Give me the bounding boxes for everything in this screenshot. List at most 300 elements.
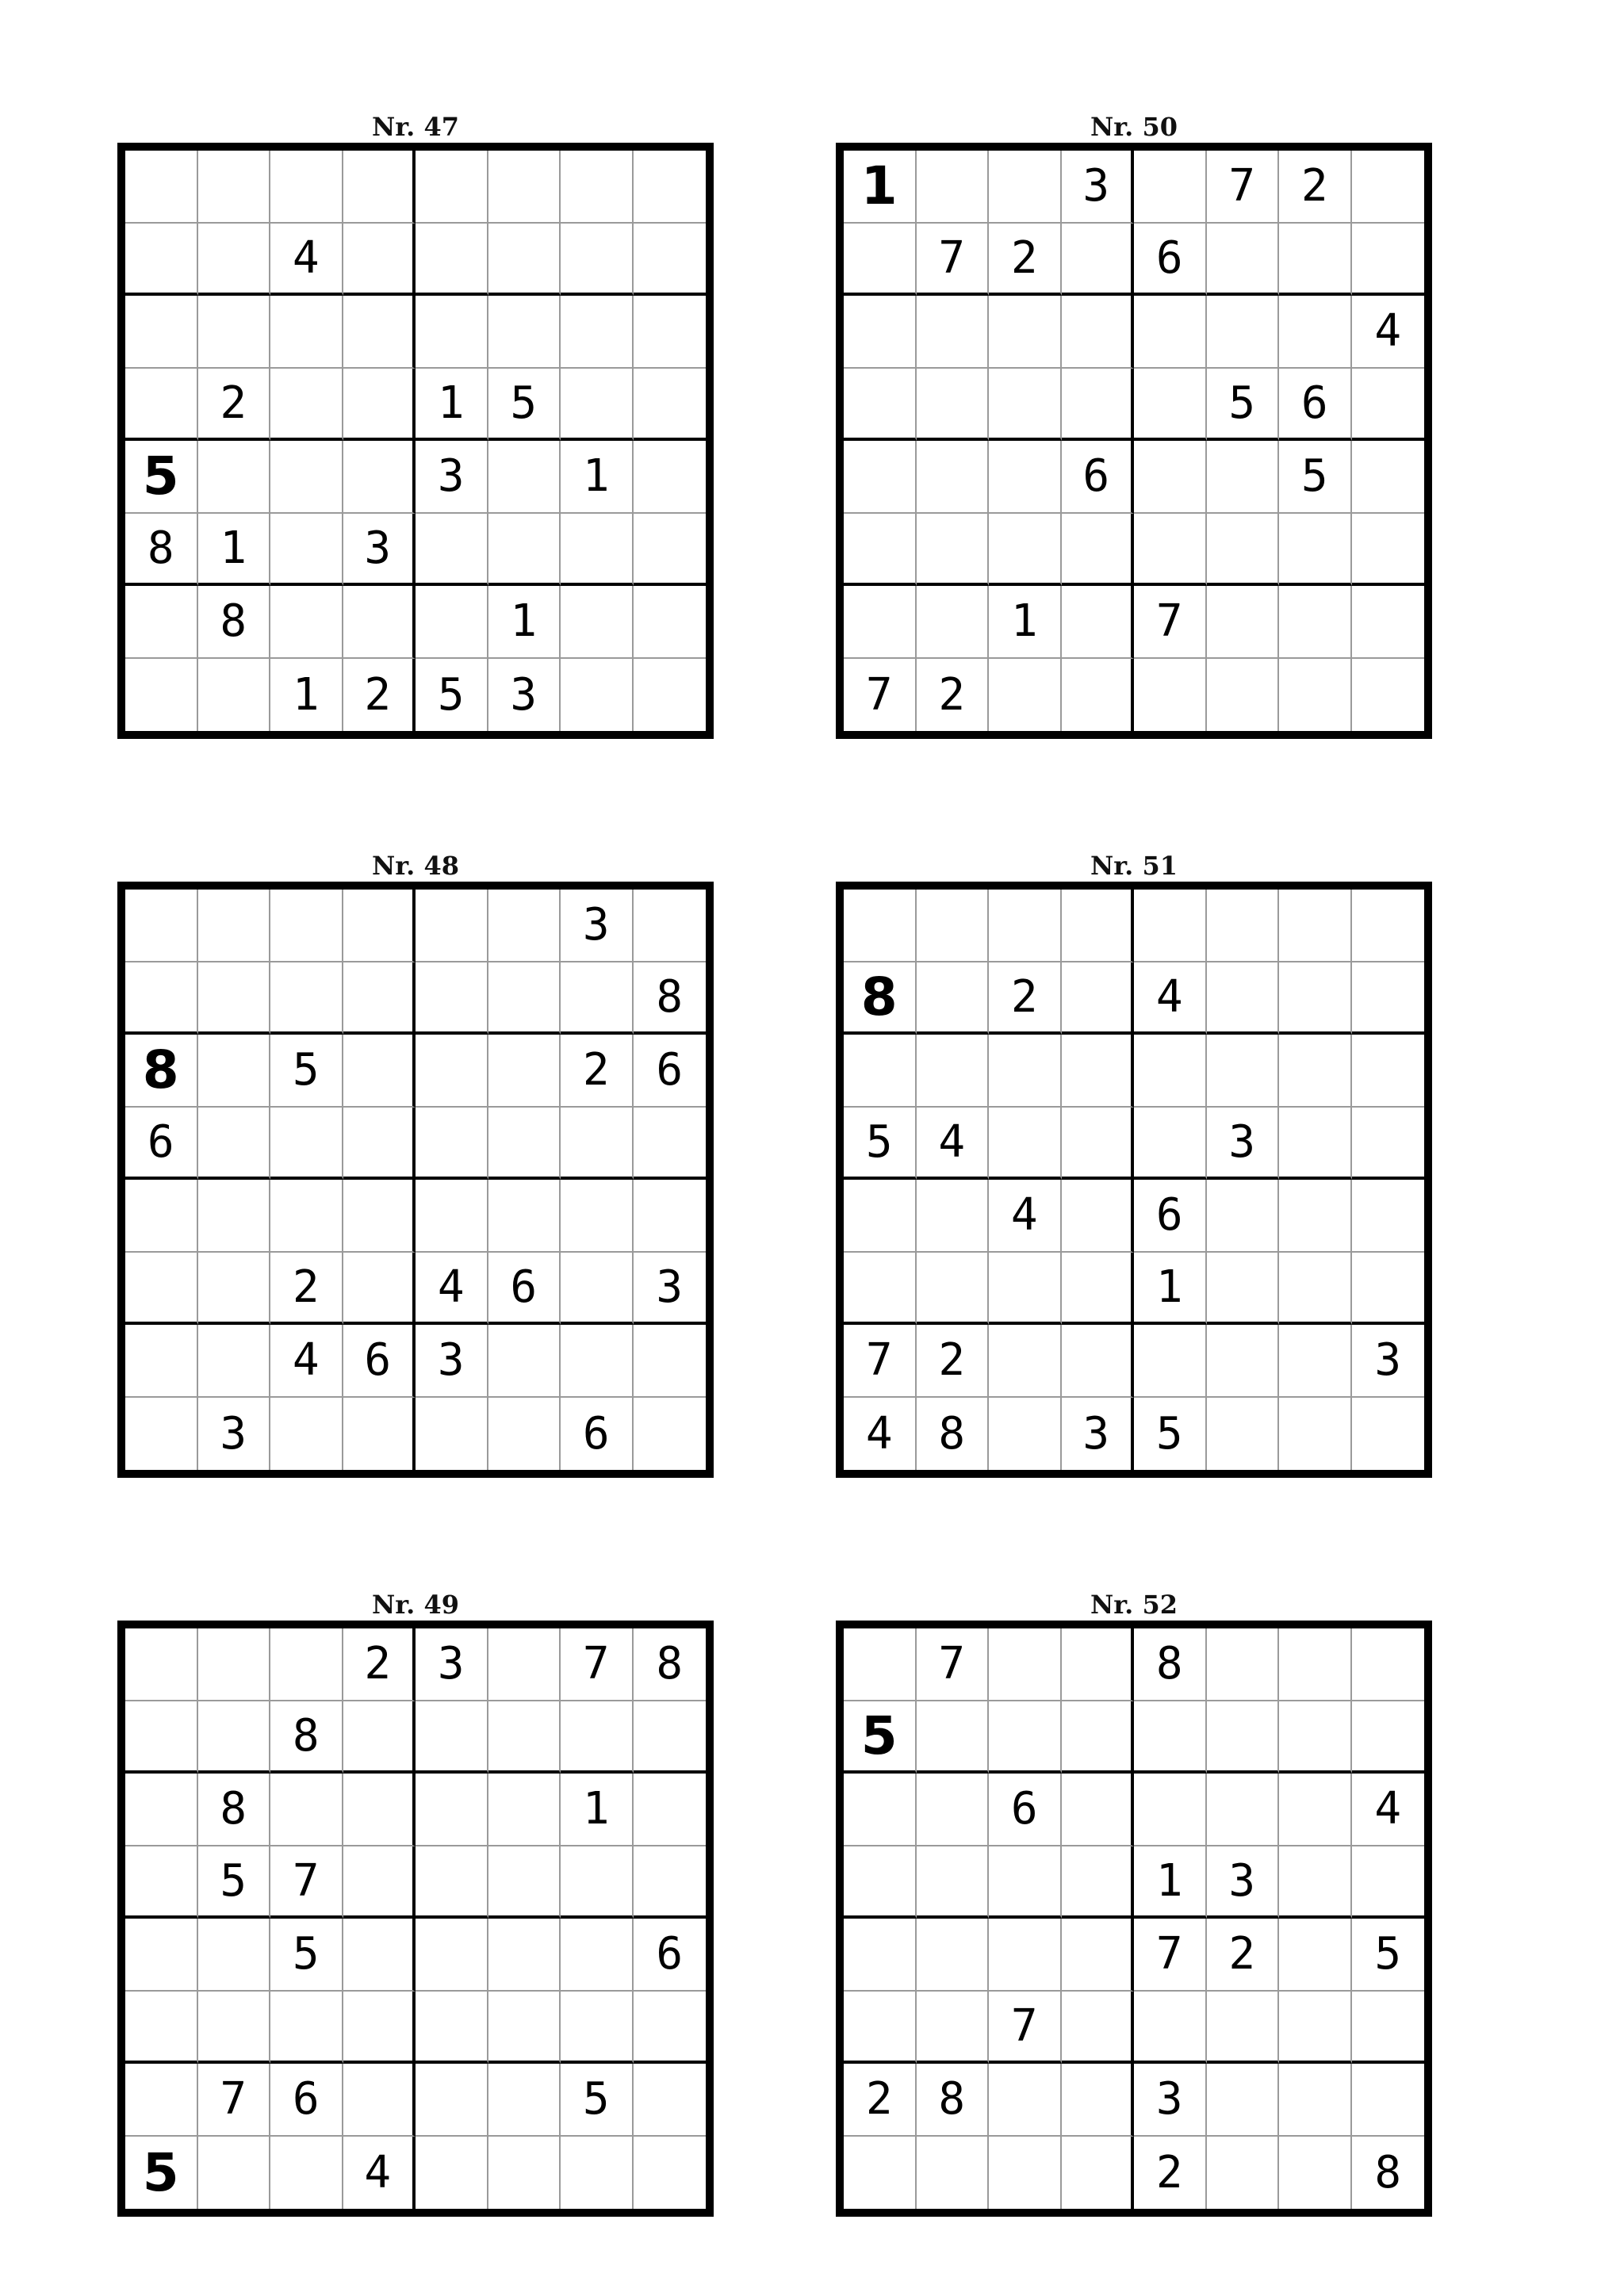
- sudoku-cell: [1279, 1035, 1352, 1108]
- sudoku-cell: [198, 1701, 271, 1774]
- sudoku-cell: [844, 1919, 917, 1992]
- sudoku-cell: [1352, 890, 1425, 962]
- sudoku-cell: [125, 659, 198, 732]
- sudoku-cell: [1134, 1108, 1207, 1181]
- sudoku-cell: [917, 1180, 990, 1253]
- sudoku-cell: 3: [198, 1398, 271, 1471]
- sudoku-cell: [343, 1180, 416, 1253]
- sudoku-cell: 8: [917, 2064, 990, 2137]
- sudoku-cell: 5: [125, 2137, 198, 2210]
- sudoku-cell: [989, 1919, 1062, 1992]
- sudoku-cell: [488, 1992, 561, 2064]
- sudoku-cell: 1: [270, 659, 343, 732]
- sudoku-cell: [989, 1253, 1062, 1326]
- sudoku-cell: [1207, 1180, 1280, 1253]
- sudoku-cell: 8: [198, 1774, 271, 1846]
- sudoku-cell: [1352, 659, 1425, 732]
- sudoku-cell: [416, 1180, 488, 1253]
- sudoku-cell: [488, 1774, 561, 1846]
- sudoku-cell: 1: [416, 369, 488, 442]
- sudoku-cell: [1207, 1701, 1280, 1774]
- sudoku-cell: 3: [416, 1325, 488, 1398]
- sudoku-cell: [1207, 1253, 1280, 1326]
- sudoku-cell: [343, 1919, 416, 1992]
- sudoku-cell: [1207, 441, 1280, 514]
- sudoku-cell: [1207, 2064, 1280, 2137]
- sudoku-cell: [561, 296, 634, 369]
- sudoku-cell: [561, 1180, 634, 1253]
- sudoku-cell: [844, 296, 917, 369]
- sudoku-cell: [416, 890, 488, 962]
- sudoku-cell: 3: [634, 1253, 707, 1326]
- sudoku-cell: [917, 1919, 990, 1992]
- sudoku-cell: 3: [416, 441, 488, 514]
- sudoku-cell: [634, 890, 707, 962]
- sudoku-cell: 2: [989, 224, 1062, 297]
- sudoku-cell: [989, 296, 1062, 369]
- sudoku-cell: 1: [989, 586, 1062, 659]
- sudoku-cell: 1: [488, 586, 561, 659]
- sudoku-cell: [1279, 962, 1352, 1035]
- sudoku-cell: [1062, 1628, 1135, 1701]
- sudoku-cell: [1062, 962, 1135, 1035]
- sudoku-cell: [561, 151, 634, 224]
- sudoku-cell: [1062, 890, 1135, 962]
- sudoku-cell: [844, 369, 917, 442]
- sudoku-cell: 4: [270, 1325, 343, 1398]
- sudoku-cell: 5: [844, 1701, 917, 1774]
- sudoku-cell: 7: [1207, 151, 1280, 224]
- sudoku-cell: [488, 296, 561, 369]
- sudoku-cell: 5: [1352, 1919, 1425, 1992]
- sudoku-cell: 8: [844, 962, 917, 1035]
- sudoku-cell: [416, 962, 488, 1035]
- sudoku-cell: [198, 1108, 271, 1181]
- sudoku-cell: 8: [125, 514, 198, 587]
- puzzle-title: Nr. 51: [1090, 851, 1178, 881]
- sudoku-cell: [1207, 1398, 1280, 1471]
- sudoku-cell: [1207, 1035, 1280, 1108]
- sudoku-cell: 5: [416, 659, 488, 732]
- sudoku-cell: 2: [917, 1325, 990, 1398]
- sudoku-cell: [1279, 586, 1352, 659]
- puzzle-title: Nr. 50: [1090, 112, 1178, 142]
- sudoku-cell: [1062, 1774, 1135, 1846]
- sudoku-cell: 8: [125, 1035, 198, 1108]
- sudoku-cell: [917, 1774, 990, 1846]
- sudoku-cell: [343, 1992, 416, 2064]
- sudoku-cell: 6: [1134, 1180, 1207, 1253]
- sudoku-cell: [1062, 2064, 1135, 2137]
- sudoku-cell: [917, 586, 990, 659]
- sudoku-cell: [488, 1919, 561, 1992]
- sudoku-cell: [917, 1035, 990, 1108]
- sudoku-cell: [989, 2064, 1062, 2137]
- sudoku-cell: [198, 1253, 271, 1326]
- sudoku-cell: [1134, 441, 1207, 514]
- sudoku-cell: [844, 1846, 917, 1919]
- sudoku-cell: [917, 890, 990, 962]
- sudoku-cell: [1352, 586, 1425, 659]
- sudoku-cell: 8: [1374, 2146, 1402, 2198]
- sudoku-cell: 2: [343, 1628, 416, 1701]
- sudoku-cell: [343, 296, 416, 369]
- sudoku-cell: [1352, 962, 1425, 1035]
- sudoku-cell: [1279, 1180, 1352, 1253]
- sudoku-cell: 7: [989, 1992, 1062, 2064]
- sudoku-cell: [989, 1325, 1062, 1398]
- sudoku-cell: 5: [1134, 1398, 1207, 1471]
- sudoku-cell: 3: [1207, 1108, 1280, 1181]
- sudoku-cell: 8: [1134, 1628, 1207, 1701]
- sudoku-cell: [416, 2064, 488, 2137]
- sudoku-cell: [1207, 586, 1280, 659]
- sudoku-cell: [561, 2137, 634, 2210]
- sudoku-cell: [917, 1701, 990, 1774]
- sudoku-cell: [125, 1701, 198, 1774]
- sudoku-cell: [1279, 659, 1352, 732]
- sudoku-cell: [1062, 1325, 1135, 1398]
- sudoku-cell: [1134, 659, 1207, 732]
- sudoku-cell: [416, 586, 488, 659]
- sudoku-cell: [198, 890, 271, 962]
- sudoku-cell: 2: [270, 1253, 343, 1326]
- sudoku-cell: [488, 1398, 561, 1471]
- sudoku-cell: [1134, 1325, 1207, 1398]
- sudoku-cell: [1279, 2064, 1352, 2137]
- sudoku-cell: [989, 514, 1062, 587]
- sudoku-cell: 5: [488, 369, 561, 442]
- sudoku-cell: 8: [634, 962, 707, 1035]
- puzzle-title: Nr. 52: [1090, 1590, 1178, 1620]
- sudoku-cell: [198, 2137, 271, 2210]
- sudoku-cell: [917, 151, 990, 224]
- sudoku-cell: [917, 369, 990, 442]
- sudoku-cell: [1352, 1846, 1425, 1919]
- sudoku-grid: [117, 143, 714, 739]
- sudoku-cell: [343, 369, 416, 442]
- sudoku-cell: [561, 224, 634, 297]
- sudoku-cell: [1134, 1035, 1207, 1108]
- sudoku-cell: 4: [270, 224, 343, 297]
- sudoku-cell: 2: [1207, 1919, 1280, 1992]
- sudoku-cell: [488, 1035, 561, 1108]
- sudoku-cell: [844, 441, 917, 514]
- sudoku-cell: [1062, 586, 1135, 659]
- sudoku-cell: 1: [1134, 1253, 1207, 1326]
- sudoku-cell: [844, 586, 917, 659]
- sudoku-cell: [416, 2137, 488, 2210]
- sudoku-grid: [117, 882, 714, 1478]
- sudoku-cell: [1279, 1701, 1352, 1774]
- sudoku-cell: [917, 1846, 990, 1919]
- sudoku-cell: [125, 369, 198, 442]
- sudoku-cell: 7: [1134, 586, 1207, 659]
- sudoku-cell: 2: [1279, 151, 1352, 224]
- sudoku-cell: [844, 224, 917, 297]
- sudoku-cell: [989, 1398, 1062, 1471]
- sudoku-cell: [1279, 2137, 1352, 2210]
- sudoku-cell: [416, 1108, 488, 1181]
- sudoku-cell: 2: [561, 1035, 634, 1108]
- sudoku-cell: [270, 962, 343, 1035]
- sudoku-cell: [343, 1846, 416, 1919]
- sudoku-cell: [561, 1701, 634, 1774]
- sudoku-cell: [844, 514, 917, 587]
- sudoku-cell: [270, 1180, 343, 1253]
- sudoku-cell: [343, 441, 416, 514]
- sudoku-cell: 2: [844, 2064, 917, 2137]
- sudoku-cell: [198, 441, 271, 514]
- sudoku-cell: [1352, 2064, 1425, 2137]
- sudoku-cell: [198, 1180, 271, 1253]
- sudoku-cell: [989, 151, 1062, 224]
- sudoku-cell: [198, 962, 271, 1035]
- sudoku-cell: 6: [634, 1919, 707, 1992]
- sudoku-cell: 4: [844, 1398, 917, 1471]
- sudoku-cell: [1352, 441, 1425, 514]
- sudoku-cell: 1: [561, 441, 634, 514]
- sudoku-cell: [989, 890, 1062, 962]
- sudoku-cell: [561, 369, 634, 442]
- sudoku-cell: [634, 1108, 707, 1181]
- sudoku-cell: [1062, 2137, 1135, 2210]
- sudoku-cell: [488, 2137, 561, 2210]
- sudoku-cell: [270, 1992, 343, 2064]
- sudoku-cell: [561, 1253, 634, 1326]
- sudoku-cell: [917, 2137, 990, 2210]
- sudoku-cell: [634, 2137, 707, 2210]
- sudoku-cell: 7: [844, 1325, 917, 1398]
- sudoku-cell: [1207, 514, 1280, 587]
- sudoku-cell: [844, 1992, 917, 2064]
- sudoku-cell: [488, 1325, 561, 1398]
- sudoku-cell: [1279, 1253, 1352, 1326]
- sudoku-cell: [1279, 296, 1352, 369]
- sudoku-cell: [634, 1325, 707, 1398]
- sudoku-cell: [1352, 1992, 1425, 2064]
- sudoku-cell: [1062, 369, 1135, 442]
- sudoku-cell: [1352, 514, 1425, 587]
- sudoku-cell: [125, 224, 198, 297]
- sudoku-cell: [125, 2064, 198, 2137]
- sudoku-cell: [488, 890, 561, 962]
- sudoku-cell: [1062, 1108, 1135, 1181]
- sudoku-cell: [416, 1774, 488, 1846]
- sudoku-cell: 2: [343, 659, 416, 732]
- sudoku-cell: [634, 1180, 707, 1253]
- sudoku-cell: [125, 1846, 198, 1919]
- sudoku-cell: [1134, 514, 1207, 587]
- sudoku-cell: [416, 1919, 488, 1992]
- sudoku-cell: [416, 1992, 488, 2064]
- sudoku-cell: [1062, 514, 1135, 587]
- sudoku-cell: [1062, 1035, 1135, 1108]
- sudoku-cell: 2: [917, 659, 990, 732]
- sudoku-cell: [488, 224, 561, 297]
- sudoku-grid: [836, 143, 1432, 739]
- sudoku-cell: 5: [125, 441, 198, 514]
- sudoku-cell: 3: [1352, 1325, 1425, 1398]
- sudoku-cell: [1207, 890, 1280, 962]
- sudoku-cell: 3: [416, 1628, 488, 1701]
- sudoku-cell: [343, 890, 416, 962]
- sudoku-cell: [1352, 1035, 1425, 1108]
- sudoku-cell: [1279, 1774, 1352, 1846]
- sudoku-cell: [1352, 1628, 1425, 1701]
- sudoku-cell: [416, 1035, 488, 1108]
- sudoku-cell: [917, 441, 990, 514]
- sudoku-cell: 4: [416, 1253, 488, 1326]
- sudoku-cell: [1062, 296, 1135, 369]
- sudoku-grid: [836, 882, 1432, 1478]
- sudoku-cell: [1352, 369, 1425, 442]
- sudoku-cell: [1279, 1108, 1352, 1181]
- sudoku-cell: [125, 151, 198, 224]
- sudoku-grid: [836, 1621, 1432, 2217]
- sudoku-cell: [270, 441, 343, 514]
- sudoku-cell: [989, 2137, 1062, 2210]
- sudoku-cell: [1352, 1398, 1425, 1471]
- sudoku-cell: [270, 514, 343, 587]
- sudoku-cell: [1207, 1325, 1280, 1398]
- sudoku-cell: 6: [634, 1035, 707, 1108]
- sudoku-cell: 5: [561, 2064, 634, 2137]
- sudoku-cell: [561, 514, 634, 587]
- sudoku-cell: 5: [270, 1919, 343, 1992]
- sudoku-cell: [634, 1774, 707, 1846]
- sudoku-cell: [561, 586, 634, 659]
- sudoku-cell: [488, 2064, 561, 2137]
- sudoku-cell: [1134, 1992, 1207, 2064]
- sudoku-cell: [416, 151, 488, 224]
- sudoku-cell: [634, 224, 707, 297]
- sudoku-cell: [488, 151, 561, 224]
- sudoku-cell: [634, 151, 707, 224]
- sudoku-cell: [488, 1108, 561, 1181]
- sudoku-cell: [989, 1846, 1062, 1919]
- sudoku-cell: 7: [270, 1846, 343, 1919]
- sudoku-cell: [1134, 296, 1207, 369]
- sudoku-cell: [270, 890, 343, 962]
- sudoku-cell: 8: [634, 1628, 707, 1701]
- sudoku-cell: [198, 151, 271, 224]
- sudoku-cell: [1062, 1992, 1135, 2064]
- sudoku-cell: [844, 1035, 917, 1108]
- sudoku-cell: [1279, 1325, 1352, 1398]
- sudoku-cell: [917, 514, 990, 587]
- sudoku-cell: [844, 1628, 917, 1701]
- sudoku-cell: 3: [561, 890, 634, 962]
- sudoku-cell: [844, 890, 917, 962]
- sudoku-cell: [561, 659, 634, 732]
- sudoku-cell: 6: [989, 1774, 1062, 1846]
- sudoku-cell: [1062, 659, 1135, 732]
- sudoku-cell: [634, 1992, 707, 2064]
- sudoku-cell: 1: [561, 1774, 634, 1846]
- sudoku-cell: 6: [1134, 224, 1207, 297]
- sudoku-cell: [125, 890, 198, 962]
- sudoku-cell: [1352, 151, 1425, 224]
- sudoku-cell: [634, 2064, 707, 2137]
- sudoku-cell: [561, 1108, 634, 1181]
- sudoku-cell: [416, 1398, 488, 1471]
- sudoku-cell: [1207, 1992, 1280, 2064]
- puzzle-title: Nr. 47: [372, 112, 459, 142]
- sudoku-cell: [198, 224, 271, 297]
- sudoku-cell: [488, 1701, 561, 1774]
- sudoku-cell: [634, 514, 707, 587]
- sudoku-cell: 6: [488, 1253, 561, 1326]
- sudoku-grid: [117, 1621, 714, 2217]
- sudoku-cell: [1207, 296, 1280, 369]
- sudoku-cell: [416, 514, 488, 587]
- sudoku-cell: [270, 151, 343, 224]
- sudoku-cell: 7: [917, 1628, 990, 1701]
- sudoku-cell: [343, 1774, 416, 1846]
- sudoku-cell: [634, 441, 707, 514]
- sudoku-cell: [989, 659, 1062, 732]
- sudoku-cell: [343, 2064, 416, 2137]
- puzzle-title: Nr. 48: [372, 851, 459, 881]
- sudoku-cell: 3: [1062, 1398, 1135, 1471]
- sudoku-cell: [125, 1774, 198, 1846]
- sudoku-cell: [198, 1035, 271, 1108]
- sudoku-cell: [1279, 1992, 1352, 2064]
- sudoku-cell: [270, 369, 343, 442]
- sudoku-cell: [1062, 224, 1135, 297]
- sudoku-cell: [488, 1846, 561, 1919]
- sudoku-cell: 3: [1207, 1846, 1280, 1919]
- sudoku-cell: 1: [844, 151, 917, 224]
- sudoku-cell: [1279, 224, 1352, 297]
- sudoku-cell: [1134, 369, 1207, 442]
- sudoku-cell: [125, 1253, 198, 1326]
- sudoku-cell: 6: [270, 2064, 343, 2137]
- sudoku-cell: [198, 1919, 271, 1992]
- sudoku-cell: [1352, 224, 1425, 297]
- sudoku-cell: [1207, 1774, 1280, 1846]
- sudoku-cell: [1134, 890, 1207, 962]
- sudoku-cell: [343, 962, 416, 1035]
- sudoku-cell: [1279, 1398, 1352, 1471]
- sudoku-cell: [1207, 1628, 1280, 1701]
- sudoku-cell: [488, 1180, 561, 1253]
- sudoku-cell: [561, 1325, 634, 1398]
- sudoku-cell: [561, 1992, 634, 2064]
- sudoku-cell: [416, 224, 488, 297]
- sudoku-cell: [270, 1108, 343, 1181]
- sudoku-cell: [488, 514, 561, 587]
- sudoku-cell: 1: [198, 514, 271, 587]
- sudoku-cell: 7: [917, 224, 990, 297]
- sudoku-cell: [125, 962, 198, 1035]
- sudoku-cell: [125, 1325, 198, 1398]
- sudoku-cell: 3: [488, 659, 561, 732]
- sudoku-cell: [844, 1253, 917, 1326]
- sudoku-cell: 1: [1134, 1846, 1207, 1919]
- sudoku-cell: [1062, 1180, 1135, 1253]
- sudoku-cell: 3: [343, 514, 416, 587]
- sudoku-cell: [125, 1180, 198, 1253]
- sudoku-cell: [1279, 1919, 1352, 1992]
- sudoku-cell: [198, 659, 271, 732]
- sudoku-cell: [1352, 1253, 1425, 1326]
- sudoku-cell: [634, 659, 707, 732]
- sudoku-cell: [1279, 890, 1352, 962]
- sudoku-cell: [198, 1992, 271, 2064]
- sudoku-cell: 5: [270, 1035, 343, 1108]
